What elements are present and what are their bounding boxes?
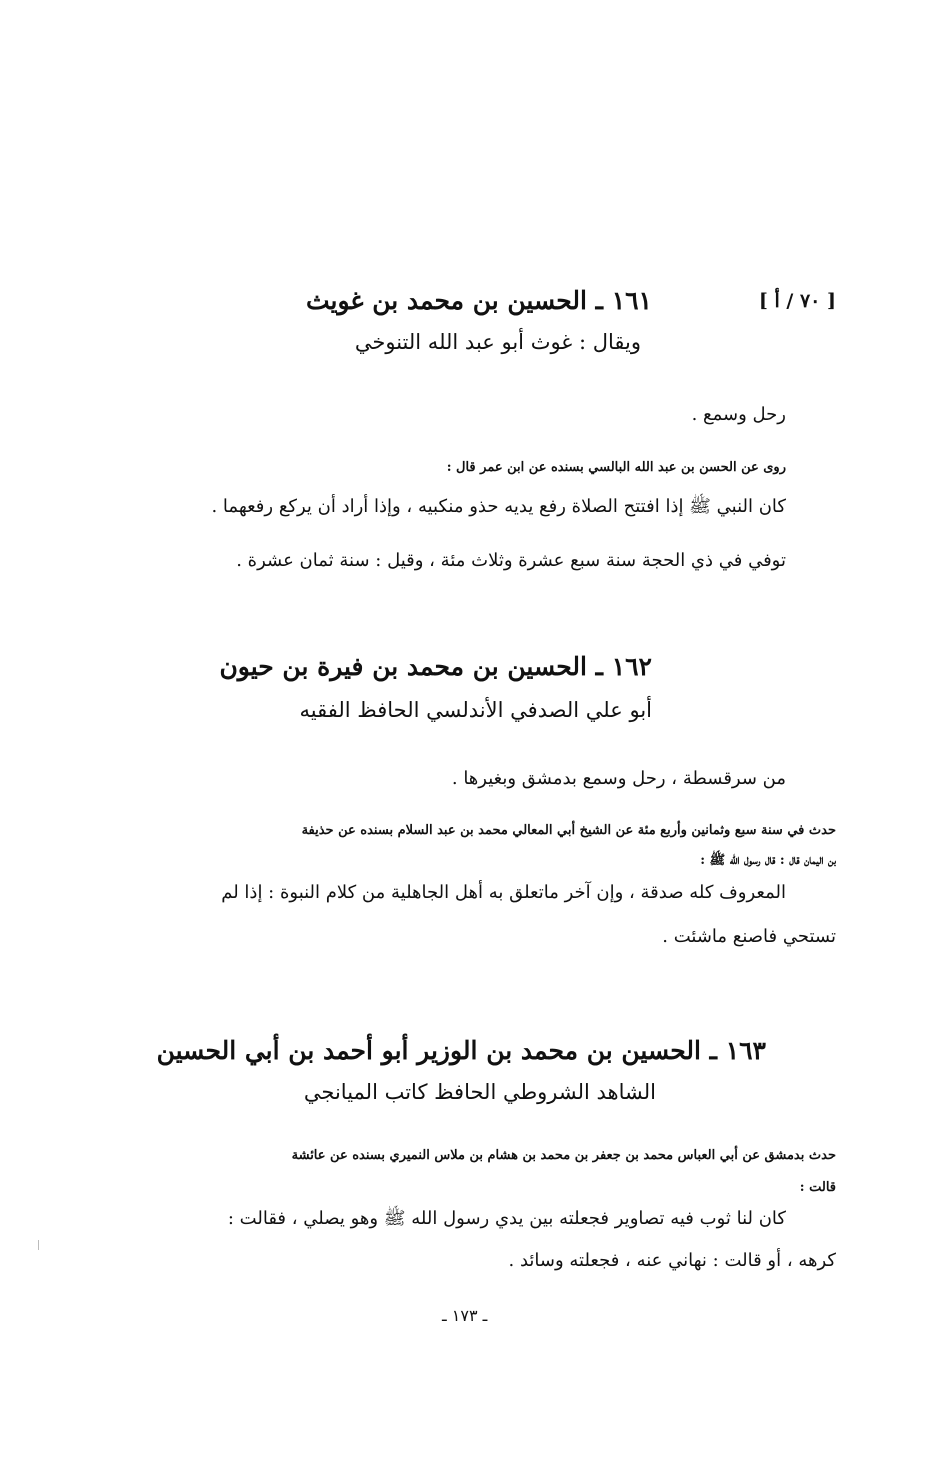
entry-163-narration-line-1: حدث بدمشق عن أبي العباس محمد بن جعفر بن محمد بن هشام بن ملاس النميري بسنده عن عائشة [291,1148,836,1163]
entry-161-title: ١٦١ ـ الحسين بن محمد بن غويث [306,286,652,315]
entry-162-hadith-line-2: تستحي فاصنع ماشئت . [662,926,836,947]
entry-161-subtitle: ويقال : غوث أبو عبد الله التنوخي [354,330,641,354]
margin-scan-mark [38,1240,39,1250]
page-number: ـ ١٧٣ ـ [442,1306,488,1325]
marginal-folio-reference: [ ٧٠ / أ ] [758,290,836,312]
entry-162-title: ١٦٢ ـ الحسين بن محمد بن فيرة بن حيون [219,652,652,681]
entry-162-hadith-line-1: المعروف كله صدقة ، وإن آخر ماتعلق به أهل الجاهلية من كلام النبوة : إذا لم [221,882,786,903]
entry-163-hadith-line-1: كان لنا ثوب فيه تصاوير فجعلته بين يدي رسول الله ﷺ وهو يصلي ، فقالت : [227,1208,786,1229]
entry-161-narration-line-1: روى عن الحسن بن عبد الله البالسي بسنده عن ابن عمر قال : [446,460,786,475]
entry-161-closing: توفي في ذي الحجة سنة سبع عشرة وثلاث مئة ، وقيل : سنة ثمان عشرة . [236,550,786,571]
entry-163-subtitle: الشاهد الشروطي الحافظ كاتب الميانجي [303,1080,656,1104]
entry-162-intro: من سرقسطة ، رحل وسمع بدمشق وبغيرها . [451,768,786,789]
entry-162-narration-line-2: بن اليمان قال : قال رسول الله ﷺ : [700,853,836,868]
entry-162-narration-line-1: حدث في سنة سبع وثمانين وأربع مئة عن الشيخ أبي المعالي محمد بن عبد السلام بسنده عن حذيفة [301,823,836,838]
entry-163-title: ١٦٣ ـ الحسين بن محمد بن الوزير أبو أحمد بن أبي الحسين [156,1036,766,1065]
entry-161-hadith-line-1: كان النبي ﷺ إذا افتتح الصلاة رفع يديه حذو منكبيه ، وإذا أراد أن يركع رفعهما . [211,496,786,517]
entry-162-subtitle: أبو علي الصدفي الأندلسي الحافظ الفقيه [299,698,652,722]
entry-163-narration-line-2: قالت : [799,1180,836,1195]
entry-163-hadith-line-2: كرهه ، أو قالت : نهاني عنه ، فجعلته وسائد . [508,1250,836,1271]
entry-161-intro: رحل وسمع . [691,404,786,425]
